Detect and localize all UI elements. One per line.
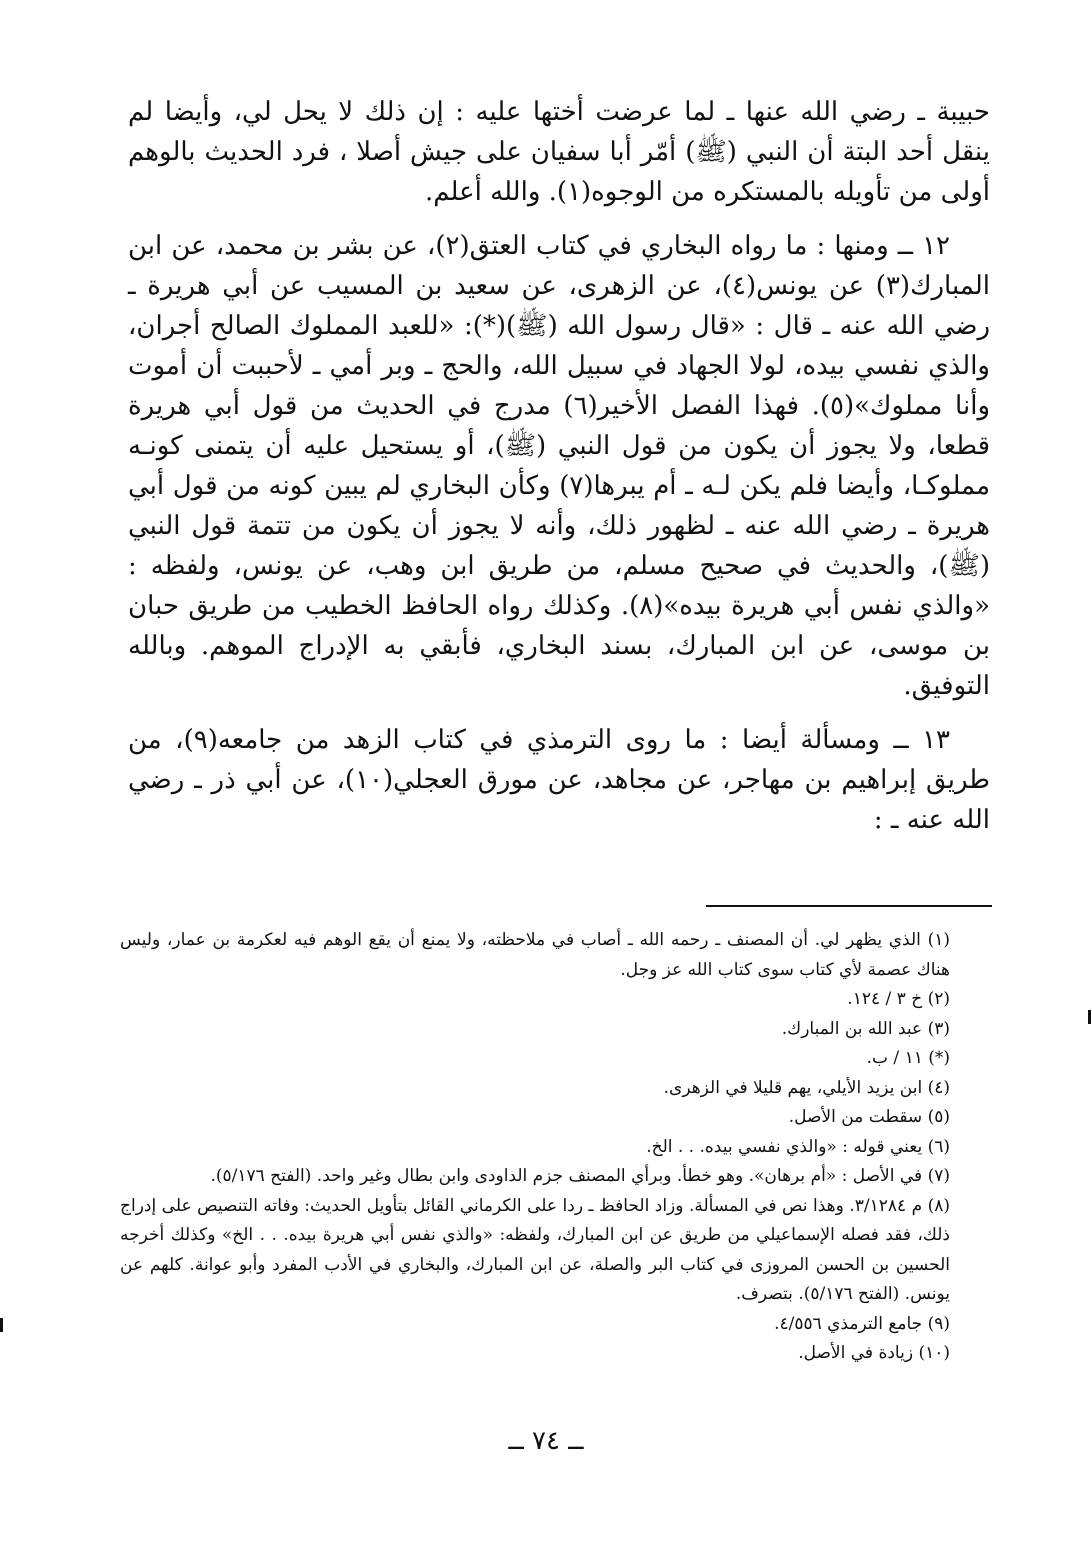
- footnote-separator: [706, 905, 992, 907]
- main-text: [128, 92, 990, 840]
- footnote-5: (٥) سقطت من الأصل.: [788, 1107, 950, 1127]
- paragraph-1: حبيبة ـ رضي الله عنها ـ لما عرضت أختها عليه : إن ذلك لا يحل لي، وأيضا لم ينقل أحد البتة أن النبي (ﷺ) أمّر أبا سفيان على جيش أصلا ، فرد الحديث بالوهم أولى من تأويله بالمستكره من الوجوه(١). والله أعلم.: [128, 97, 990, 207]
- footnote-3: (٣) عبد الله بن المبارك.: [781, 1018, 950, 1039]
- scan-edge-mark: [1088, 1010, 1091, 1024]
- footnote-2: (٢) خ ٣ / ١٢٤.: [847, 989, 950, 1009]
- footnote-8: (٨) م ٣/١٢٨٤. وهذا نص في المسألة. وزاد الحافظ ـ ردا على الكرماني القائل بتأويل الحديث: وفاته التنصيص على إدراج ذلك، فقد فصله الإسماعيلي من طريق عن ابن المبارك، ولفظه: «والذي نفس أبي هريرة بيده. . . الخ» وكذلك أخرجه الحسين بن الحسن المروزى في كتاب البر والصلة، عن ابن المبارك، والبخاري في الأدب المفرد وأبو عوانة. كلهم عن يونس. (الفتح ٥/١٧٦). بتصرف.: [120, 1195, 950, 1304]
- footnotes: [120, 926, 990, 1369]
- footnote-6: (٦) يعني قوله : «والذي نفسي بيده. . . الخ.: [646, 1136, 950, 1157]
- footnote-10: (١٠) زيادة في الأصل.: [798, 1343, 950, 1363]
- footnote-9: (٩) جامع الترمذي ٤/٥٥٦.: [774, 1313, 950, 1334]
- footnote-star: (*) ١١ / ب.: [866, 1048, 950, 1068]
- footnote-7: (٧) في الأصل : «أم برهان». وهو خطأ. وبرأي المصنف جزم الداودى وابن بطال وغير واحد. (الفتح ٥/١٧٦).: [210, 1166, 950, 1186]
- footnote-4: (٤) ابن يزيد الأيلي، يهم قليلا في الزهرى.: [663, 1077, 950, 1098]
- page-number: ــ ٧٤ ــ: [508, 1426, 584, 1456]
- scan-edge-mark: [0, 1318, 3, 1332]
- paragraph-3: ١٣ ــ ومسألة أيضا : ما روى الترمذي في كتاب الزهد من جامعه(٩)، من طريق إبراهيم بن مهاجر، عن مجاهد، عن مورق العجلي(١٠)، عن أبي ذر ـ رضي الله عنه ـ :: [128, 725, 990, 835]
- footnote-1: (١) الذي يظهر لي. أن المصنف ـ رحمه الله ـ أصاب في ملاحظته، ولا يمنع أن يقع الوهم فيه لعكرمة بن عمار، وليس هناك عصمة لأي كتاب سوى كتاب الله عز وجل.: [120, 930, 950, 980]
- paragraph-2: ١٢ ــ ومنها : ما رواه البخاري في كتاب العتق(٢)، عن بشر بن محمد، عن ابن المبارك(٣) عن يونس(٤)، عن الزهرى، عن سعيد بن المسيب عن أبي هريرة ـ رضي الله عنه ـ قال : «قال رسول الله (ﷺ)(*): «للعبد المملوك الصالح أجران، والذي نفسي بيده، لولا الجهاد في سبيل الله، والحج ـ وبر أمي ـ لأحببت أن أموت وأنا مملوك»(٥). فهذا الفصل الأخير(٦) مدرج في الحديث من قول أبي هريرة قطعا، ولا يجوز أن يكون من قول النبي (ﷺ)، أو يستحيل عليه أن يتمنى كونـه مملوكـا، وأيضا فلم يكن لـه ـ أم يبرها(٧) وكأن البخاري لم يبين كونه من قول أبي هريرة ـ رضي الله عنه ـ لظهور ذلك، وأنه لا يجوز أن يكون من تتمة قول النبي (ﷺ)، والحديث في صحيح مسلم، من طريق ابن وهب، عن يونس، ولفظه : «والذي نفس أبي هريرة بيده»(٨). وكذلك رواه الحافظ الخطيب من طريق حبان بن موسى، عن ابن المبارك، بسند البخاري، فأبقي به الإدراج الموهم. وبالله التوفيق.: [128, 231, 991, 701]
